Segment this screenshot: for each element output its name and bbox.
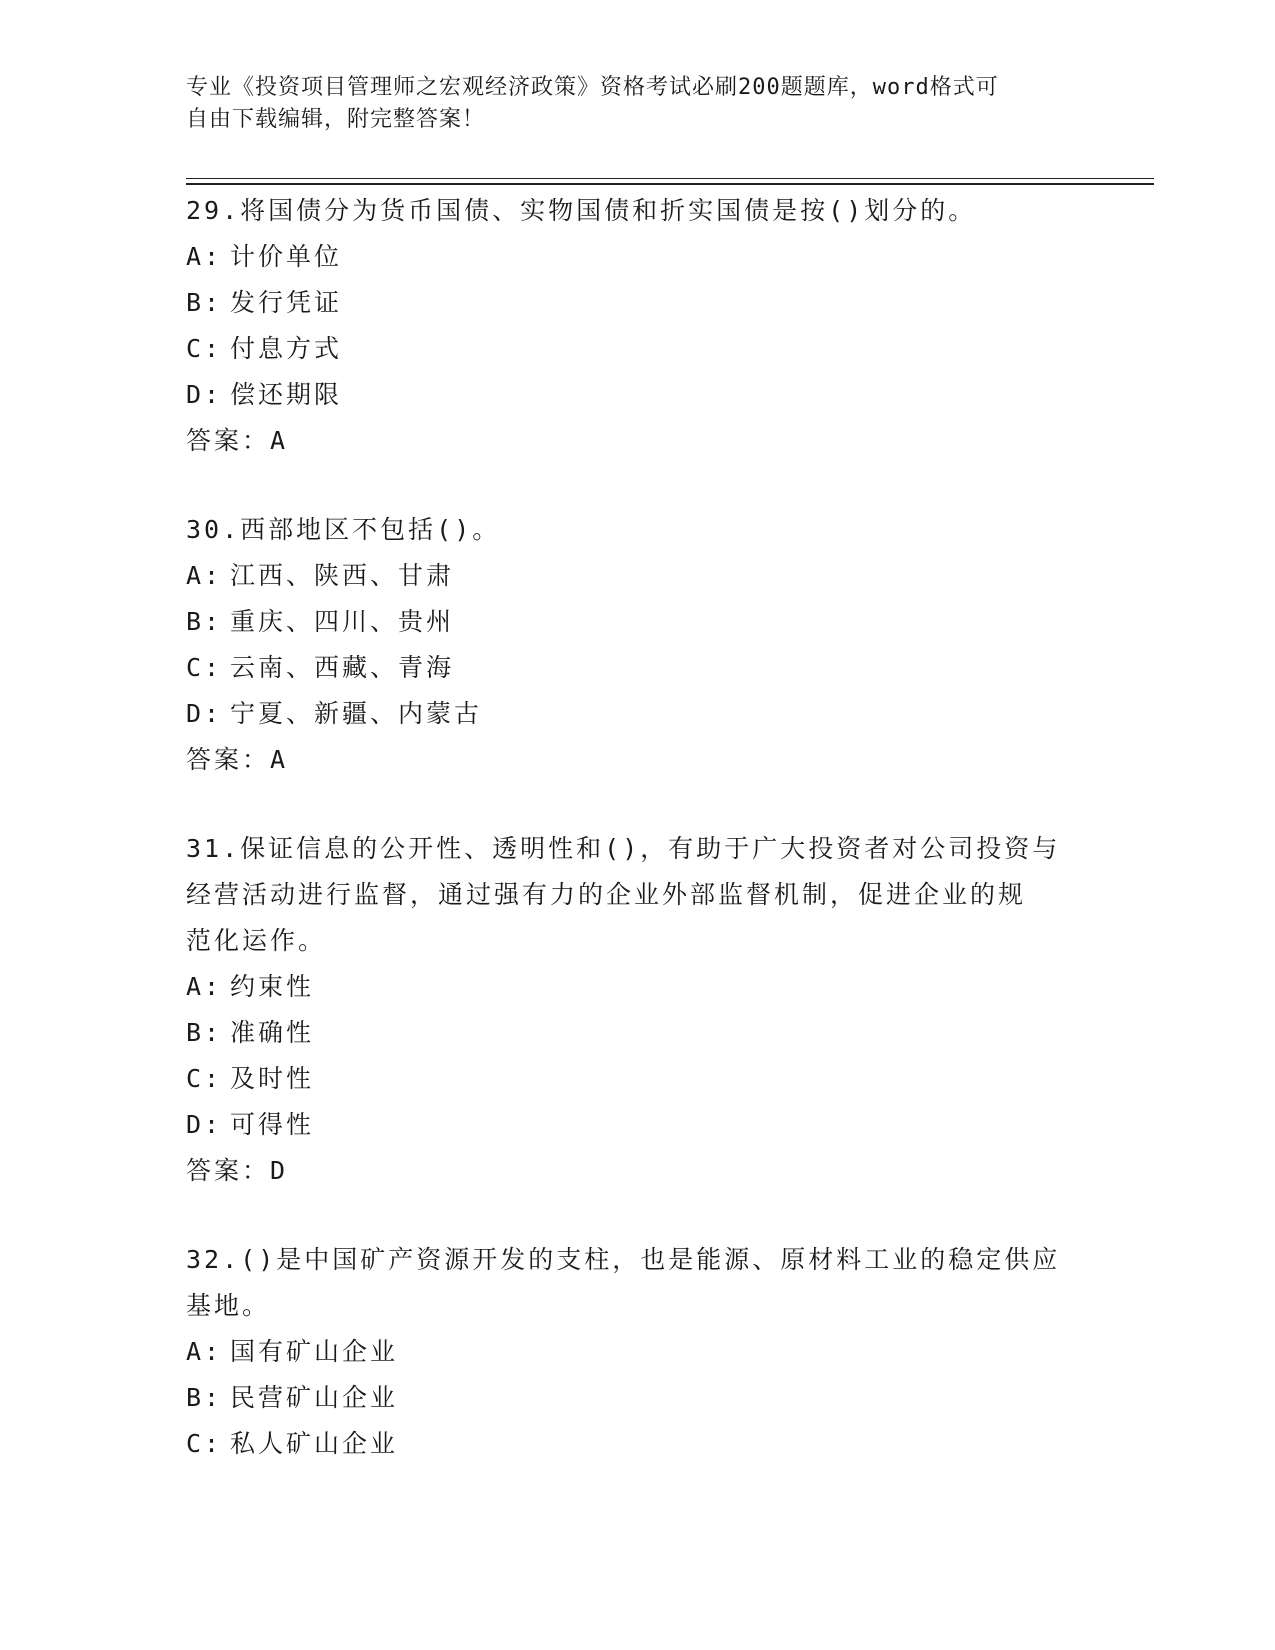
option-key: D: bbox=[186, 380, 223, 409]
option-key: C: bbox=[186, 334, 223, 363]
option-key: A: bbox=[186, 1337, 223, 1366]
option-key: C: bbox=[186, 1429, 223, 1458]
option-text: 及时性 bbox=[230, 1064, 315, 1093]
question-stem-line: 范化运作。 bbox=[186, 926, 327, 955]
question-29 bbox=[186, 188, 1086, 464]
option-text: 国有矿山企业 bbox=[230, 1337, 399, 1366]
option-text: 重庆、四川、贵州 bbox=[230, 607, 455, 636]
question-stem: 29.将国债分为货币国债、实物国债和折实国债是按()划分的。 bbox=[186, 196, 977, 225]
option-text: 民营矿山企业 bbox=[230, 1383, 399, 1412]
option-text: 发行凭证 bbox=[230, 288, 343, 317]
option-d bbox=[186, 1102, 1086, 1148]
option-key: A: bbox=[186, 561, 223, 590]
option-a bbox=[186, 553, 1086, 599]
option-c bbox=[186, 1421, 1086, 1467]
option-text: 计价单位 bbox=[230, 242, 343, 271]
answer-label: 答案： bbox=[186, 745, 271, 774]
option-b bbox=[186, 599, 1086, 645]
option-key: B: bbox=[186, 1383, 223, 1412]
option-text: 宁夏、新疆、内蒙古 bbox=[230, 699, 483, 728]
option-text: 准确性 bbox=[230, 1018, 315, 1047]
option-text: 江西、陕西、甘肃 bbox=[230, 561, 455, 590]
answer-value: D bbox=[270, 1156, 289, 1185]
option-c bbox=[186, 1056, 1086, 1102]
option-b bbox=[186, 1010, 1086, 1056]
option-key: C: bbox=[186, 1064, 223, 1093]
option-text: 偿还期限 bbox=[230, 380, 343, 409]
option-text: 可得性 bbox=[230, 1110, 315, 1139]
option-a bbox=[186, 234, 1086, 280]
option-text: 私人矿山企业 bbox=[230, 1429, 399, 1458]
option-key: B: bbox=[186, 288, 223, 317]
question-stem-line: 32.()是中国矿产资源开发的支柱，也是能源、原材料工业的稳定供应 bbox=[186, 1245, 1061, 1274]
answer-label: 答案： bbox=[186, 426, 271, 455]
option-key: A: bbox=[186, 972, 223, 1001]
question-stem: 30.西部地区不包括()。 bbox=[186, 515, 501, 544]
question-stem-line: 经营活动进行监督，通过强有力的企业外部监督机制，促进企业的规 bbox=[186, 880, 1027, 909]
header-divider-thin bbox=[186, 178, 1154, 179]
question-stem-line: 基地。 bbox=[186, 1291, 271, 1320]
header-line-2: 自由下载编辑，附完整答案！ bbox=[186, 107, 486, 132]
option-key: B: bbox=[186, 607, 223, 636]
option-b bbox=[186, 280, 1086, 326]
option-key: C: bbox=[186, 653, 223, 682]
answer-value: A bbox=[270, 745, 289, 774]
option-b bbox=[186, 1375, 1086, 1421]
answer-value: A bbox=[270, 426, 289, 455]
option-d bbox=[186, 691, 1086, 737]
header-line-1: 专业《投资项目管理师之宏观经济政策》资格考试必刷200题题库，word格式可 bbox=[186, 75, 999, 100]
answer-line bbox=[186, 418, 1086, 464]
option-key: D: bbox=[186, 1110, 223, 1139]
question-stem-line: 31.保证信息的公开性、透明性和()，有助于广大投资者对公司投资与 bbox=[186, 834, 1061, 863]
question-30 bbox=[186, 507, 1086, 783]
answer-line bbox=[186, 737, 1086, 783]
option-a bbox=[186, 964, 1086, 1010]
option-a bbox=[186, 1329, 1086, 1375]
question-31 bbox=[186, 826, 1086, 1194]
option-c bbox=[186, 645, 1086, 691]
option-d bbox=[186, 372, 1086, 418]
answer-line bbox=[186, 1148, 1086, 1194]
option-text: 云南、西藏、青海 bbox=[230, 653, 455, 682]
header-divider-thick bbox=[186, 183, 1154, 185]
option-key: D: bbox=[186, 699, 223, 728]
option-text: 付息方式 bbox=[230, 334, 343, 363]
option-key: A: bbox=[186, 242, 223, 271]
option-key: B: bbox=[186, 1018, 223, 1047]
question-list bbox=[186, 188, 1086, 1510]
option-text: 约束性 bbox=[230, 972, 315, 1001]
answer-label: 答案： bbox=[186, 1156, 271, 1185]
question-32 bbox=[186, 1237, 1086, 1467]
option-c bbox=[186, 326, 1086, 372]
document-header bbox=[186, 72, 1086, 136]
